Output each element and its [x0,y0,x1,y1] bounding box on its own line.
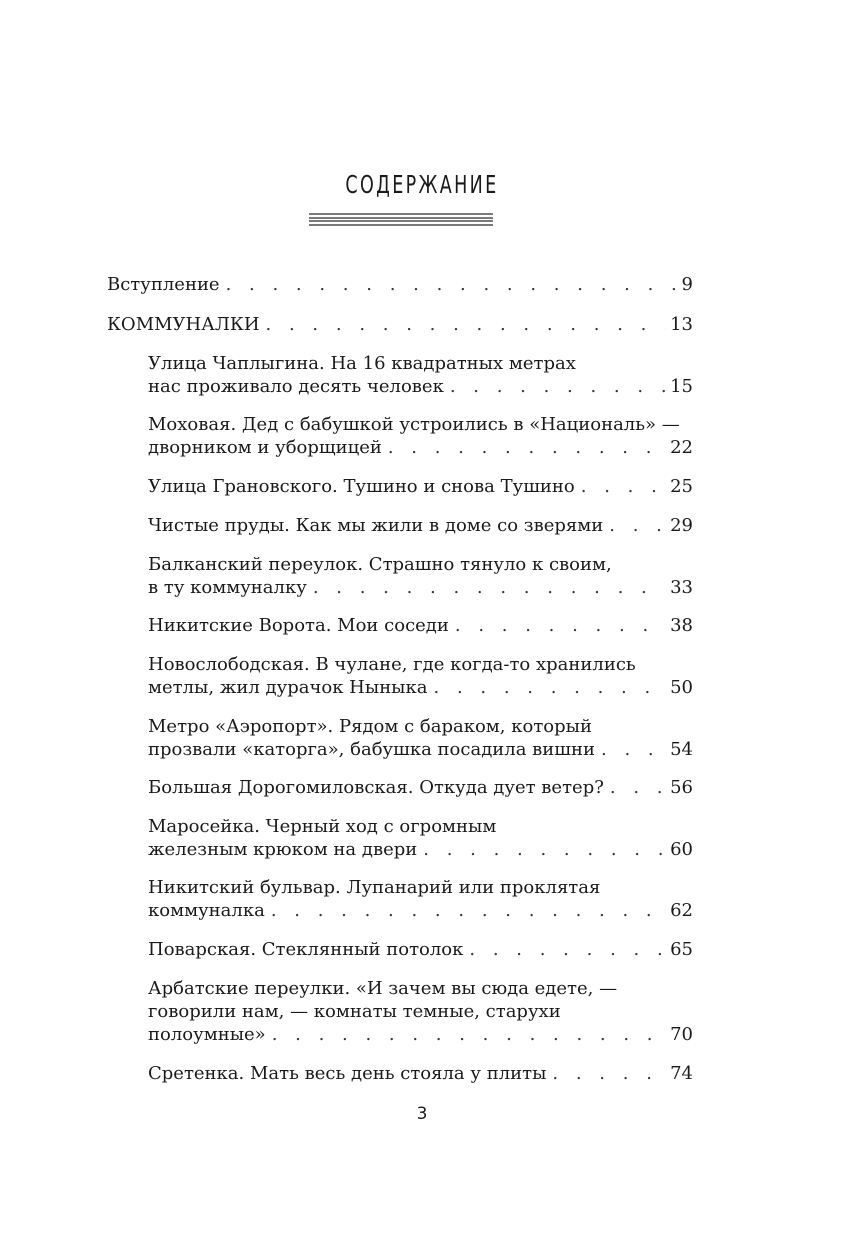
toc-entry [148,413,693,459]
leader-dots [581,475,666,498]
toc-page-number: 29 [670,515,693,536]
toc-entry-row [148,1023,693,1046]
toc-page-number: 56 [670,777,693,798]
toc-entry [148,938,693,961]
toc-entry-title-line: Маросейка. Черный ход с огромным [148,816,497,837]
toc-entry [148,876,693,922]
toc-entry [148,553,693,599]
toc-page-number: 60 [670,839,693,860]
toc-entry-title-line: Моховая. Дед с бабушкой устроились в «Националь» — [148,414,680,435]
toc-entry-row [148,738,693,761]
leader-dots [266,313,667,336]
toc-entry-row [148,375,693,398]
leader-dots [610,776,666,799]
toc-entry [107,273,693,296]
toc-entry-row [148,436,693,459]
toc-entry-row [148,838,693,861]
toc-entry [148,514,693,537]
rule-line [309,213,493,215]
toc-page-number: 65 [670,939,693,960]
toc-page-number: 15 [670,376,693,397]
leader-dots [313,576,666,599]
toc-entry [148,653,693,699]
leader-dots [469,938,666,961]
leader-dots [271,899,666,922]
toc-entry-title-line: коммуналка [148,900,265,921]
toc-entry-row [148,614,693,637]
toc-entry-row [107,313,693,336]
toc-entry-row [148,475,693,498]
toc-entry [148,715,693,761]
toc-page-number: 22 [670,437,693,458]
toc-entry-title-line: Большая Дорогомиловская. Откуда дует ветер? [148,777,604,798]
toc-entry-title-line: Метро «Аэропорт». Рядом с бараком, который [148,716,592,737]
toc-entry-title-line: нас проживало десять человек [148,376,444,397]
toc-page-number: 38 [670,615,693,636]
toc-entry-row [148,899,693,922]
toc-entry-title-line: Никитские Ворота. Мои соседи [148,615,449,636]
toc-entry-title-line: Улица Чаплыгина. На 16 квадратных метрах [148,353,576,374]
leader-dots [455,614,666,637]
rule-line [309,224,493,226]
rule-line [309,217,493,219]
leader-dots [423,838,666,861]
toc-entry-title-line: полоумные» [148,1024,266,1045]
toc-entry [148,815,693,861]
toc-entry-title-line: Балканский переулок. Страшно тянуло к своим, [148,554,612,575]
toc-entry [148,614,693,637]
toc-entry-title-line: Поварская. Стеклянный потолок [148,939,464,960]
toc-entry-row [107,273,693,296]
toc-entry-title-line: Улица Грановского. Тушино и снова Тушино [148,476,575,497]
toc-entry-row [148,676,693,699]
toc-entry [148,776,693,799]
toc-entry [148,1062,693,1085]
toc-entry-row [148,576,693,599]
leader-dots [434,676,667,699]
toc-page-number: 54 [670,739,693,760]
page-number: 3 [416,1104,428,1124]
toc-entry-row [148,514,693,537]
title-ornament-rule [309,213,493,226]
toc-entry [148,352,693,398]
toc-page-number: 13 [670,314,693,335]
leader-dots [552,1062,666,1085]
leader-dots [272,1023,666,1046]
leader-dots [450,375,666,398]
toc-entry-title-line: Вступление [107,274,220,295]
toc-entry [148,475,693,498]
toc-page-number: 33 [670,577,693,598]
toc-entry-title-line: Арбатские переулки. «И зачем вы сюда едете, — [148,978,618,999]
toc-page-number: 62 [670,900,693,921]
toc-entry-title-line: дворником и уборщицей [148,437,382,458]
toc-entry-title-line: КОММУНАЛКИ [107,314,260,335]
toc-entry-title-line: Сретенка. Мать весь день стояла у плиты [148,1063,547,1084]
toc-page-number: 74 [670,1063,693,1084]
toc-entry [107,313,693,336]
leader-dots [388,436,666,459]
toc-entry-title-line: Чистые пруды. Как мы жили в доме со зверями [148,515,604,536]
toc-entry [148,977,693,1046]
page-title: СОДЕРЖАНИЕ [345,170,499,199]
toc-page-number: 25 [670,476,693,497]
toc-page-number: 50 [670,677,693,698]
toc-entry-title-line: говорили нам, — комнаты темные, старухи [148,1001,561,1022]
toc-entry-row [148,938,693,961]
toc-entry-row [148,776,693,799]
leader-dots [609,514,666,537]
leader-dots [226,273,678,296]
toc-entry-title-line: Новослободская. В чулане, где когда-то хранились [148,654,636,675]
toc-entry-title-line: Никитский бульвар. Лупанарий или проклятая [148,877,601,898]
toc-page-number: 70 [670,1024,693,1045]
rule-line [309,220,493,222]
toc-page-number: 9 [681,274,693,295]
leader-dots [601,738,666,761]
toc-entry-row [148,1062,693,1085]
toc-entry-title-line: железным крюком на двери [148,839,418,860]
toc-entry-title-line: в ту коммуналку [148,577,307,598]
toc-entry-title-line: прозвали «каторга», бабушка посадила вишни [148,739,596,760]
toc-entry-title-line: метлы, жил дурачок Ныныка [148,677,428,698]
